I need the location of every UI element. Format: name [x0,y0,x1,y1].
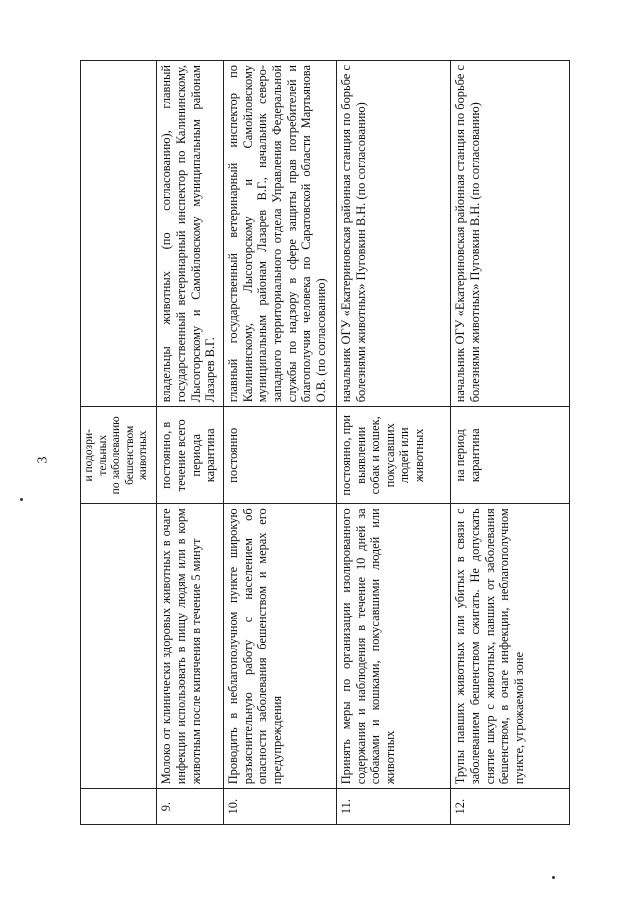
table-row [336,61,450,825]
row-responsible: начальник ОГУ «Екатериновская районная станция по борьбе с болезнями животных» Пуговкин В.Н. (по согласованию) [451,61,570,407]
cell-num [81,789,157,825]
page-number: 3 [35,456,51,464]
row-responsible: начальник ОГУ «Екатериновская районная станция по борьбе с болезнями животных» Пуговкин В.Н. (по согласованию) [336,61,450,407]
cell-action [81,504,157,789]
row-action: Трупы павших животных или убитых в связи с заболеванием бешенством сжигать. Не допускать снятие шкур с животных, павших от заболевания бешенством, в очаге инфекции, неблагополучном пункте, угрожаемой зоне [451,504,570,789]
row-action: Проводить в неблагополучном пункте широкую разъяснительную работу с населением об опасности заболевания бешенством и мерах его предупреждения [224,504,337,789]
row-term: постоянно, в течение всего периода карантина [157,407,224,504]
row-responsible: главный государственный ветеринарный инспектор по Калининскому, Лысогорскому и Самойловскому муниципальным районам Лазарев В.Г., начальник северо-западного территориального отдела Управления Федеральной службы по надзору в сфере защиты прав потребителей и благополучия человека по Саратовской области Мартьянова О.В. (по согласованию) [224,61,337,407]
row-term: постоянно, при выявлении собак и кошек, покусавших людей или животных [336,407,450,504]
row-term: постоянно [224,407,337,504]
row-number: 11. [336,789,450,825]
row-term: на период карантина [451,407,570,504]
row-action: Принять меры по организации изолированного содержания и наблюдения в течение 10 дней за собаками и кошками, покусавшими людей или животных [336,504,450,789]
table-row [224,61,337,825]
table-row [451,61,570,825]
rotated-table-frame [80,60,570,825]
scan-speck [20,498,23,501]
measures-table [80,60,570,825]
row-number: 12. [451,789,570,825]
row-number: 9. [157,789,224,825]
table-row-continuation [81,61,157,825]
table-row [157,61,224,825]
scan-speck [552,876,555,879]
cell-responsible [81,61,157,407]
cell-term: и подозри- тельных по заболеванию бешенством животных [81,407,157,504]
row-responsible: владельцы животных (по согласованию), главный государственный ветеринарный инспектор по Калининскому, Лысогорскому и Самойловскому муниципальным районам Лазарев В.Г. [157,61,224,407]
row-action: Молоко от клинически здоровых животных в очаге инфекции использовать в пищу людям или в корм животным после кипячения в течение 5 минут [157,504,224,789]
row-number: 10. [224,789,337,825]
